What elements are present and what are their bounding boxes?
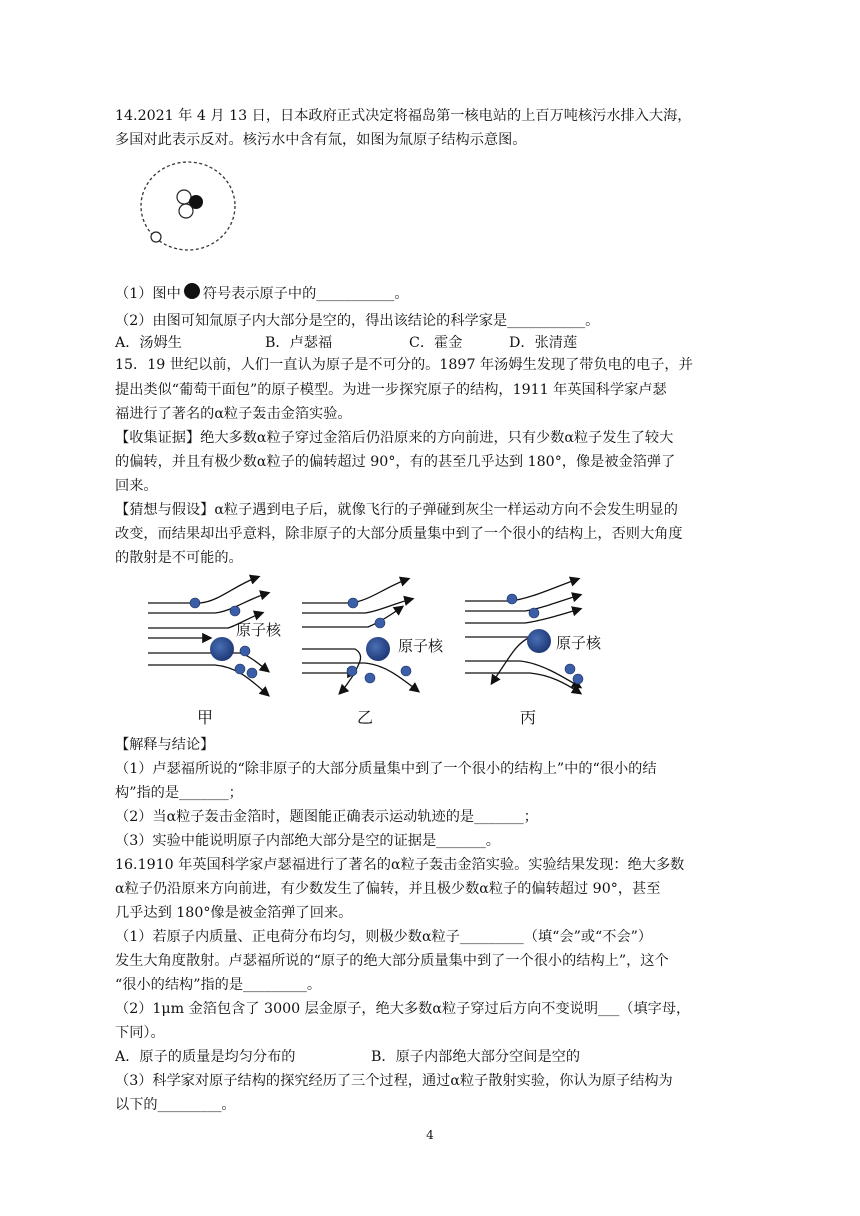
alpha-particle (235, 664, 245, 674)
alpha-path (465, 595, 580, 611)
q15-evidence-line1: 【收集证据】绝大多数α粒子穿过金箔后仍沿原来的方向前进，只有少数α粒子发生了较大 (115, 430, 674, 446)
q16-part3b: 以下的_________。 (115, 1097, 236, 1113)
q16-part1b: 发生大角度散射。卢瑟福所说的“原子的绝大部分质量集中到了一个很小的结构上”，这个 (115, 953, 669, 969)
q16-part1a: （1）若原子内质量、正电荷分布均匀，则极少数α粒子_________（填“会”或“不会”） (115, 929, 653, 945)
alpha-path (148, 577, 258, 603)
alpha-particle (240, 646, 250, 656)
alpha-particle (565, 664, 575, 674)
q14-options (115, 333, 577, 353)
q14-stem-line2: 多国对此表示反对。核污水中含有氚，如图为氚原子结构示意图。 (115, 132, 527, 148)
q16-part3a: （3）科学家对原子结构的探究经历了三个过程，通过α粒子散射实验，你认为原子结构为 (115, 1073, 673, 1089)
q16-line1: 16.1910 年英国科学家卢瑟福进行了著名的α粒子轰击金箔实验。实验结果发现：绝大多数 (115, 857, 685, 873)
figure-label-bing: 丙 (520, 708, 537, 727)
q15-conclusion-1a: （1）卢瑟福所说的“除非原子的大部分质量集中到了一个很小的结构上”中的“很小的结 (115, 761, 657, 777)
alpha-particle (375, 618, 385, 628)
black-dot-symbol (183, 282, 201, 300)
q14-option-a: A．汤姆生 (115, 335, 182, 351)
q15-hypothesis-line2: 改变，而结果却出乎意料，除非原子的大部分质量集中到了一个很小的结构上，否则大角度 (115, 526, 683, 542)
alpha-particle (347, 666, 357, 676)
neutron-circle (179, 204, 193, 218)
alpha-particle (573, 674, 583, 684)
q15-evidence-line3: 回来。 (115, 478, 158, 494)
nucleus-label-yi: 原子核 (398, 637, 444, 655)
alpha-path (302, 663, 418, 691)
q14-option-c: C．霍金 (409, 335, 463, 351)
nucleus-circle (366, 637, 390, 661)
q15-conclusion-2: （2）当α粒子轰击金箔时，题图能正确表示运动轨迹的是_______； (115, 809, 538, 825)
q16-option-b: B．原子内部绝大部分空间是空的 (371, 1049, 581, 1065)
nucleus-label-jia: 原子核 (236, 621, 282, 639)
q15-hypothesis-line1: 【猜想与假设】α粒子遇到电子后，就像飞行的子弹碰到灰尘一样运动方向不会发生明显的 (115, 502, 678, 518)
alpha-particle (365, 673, 375, 683)
q14-stem-line1: 14.2021 年 4 月 13 日，日本政府正式决定将福岛第一核电站的上百万吨核污水排入大海， (115, 108, 692, 124)
q16-part2b: 下同）。 (115, 1025, 165, 1041)
alpha-particle (230, 606, 240, 616)
q14-part2: （2）由图可知氚原子内大部分是空的，得出该结论的科学家是___________。 (115, 313, 600, 329)
q15-line2: 提出类似“葡萄干面包”的原子模型。为进一步探究原子的结构，1911 年英国科学家卢瑟 (115, 382, 667, 398)
q15-evidence-line2: 的偏转，并且有极少数α粒子的偏转超过 90°，有的甚至几乎达到 180°，像是被金箔弹了 (115, 454, 676, 470)
neutron-circle (177, 190, 191, 204)
tritium-atom-diagram (138, 160, 242, 256)
alpha-path (302, 607, 402, 627)
q16-part1c: “很小的结构”指的是_________。 (115, 977, 322, 993)
q15-hypothesis-line3: 的散射是不可能的。 (115, 550, 243, 566)
nucleus-circle (210, 637, 234, 661)
q15-line1: 15．19 世纪以前，人们一直认为原子是不可分的。1897 年汤姆生发现了带负电的电子，并 (115, 357, 693, 373)
alpha-particle (529, 608, 539, 618)
q16-line2: α粒子仍沿原来方向前进，有少数发生了偏转，并且极少数α粒子的偏转超过 90°，甚至 (115, 881, 661, 897)
figure-label-jia: 甲 (197, 708, 214, 727)
q15-line3: 福进行了著名的α粒子轰击金箔实验。 (115, 406, 352, 422)
alpha-particle (507, 594, 517, 604)
nucleus-label-bing: 原子核 (556, 634, 602, 652)
alpha-particle (247, 668, 257, 678)
alpha-path (465, 579, 578, 601)
figure-label-yi: 乙 (357, 708, 374, 727)
q15-conclusion-3: （3）实验中能说明原子内部绝大部分是空的证据是_______。 (115, 833, 500, 849)
q15-conclusion-heading: 【解释与结论】 (115, 737, 215, 753)
electron-circle (151, 232, 161, 242)
q16-line3: 几乎达到 180°像是被金箔弹了回来。 (115, 905, 353, 921)
q14-part1: （1）图中 符号表示原子中的___________。 (115, 284, 409, 304)
q16-options (115, 1047, 580, 1067)
q14-option-b: B．卢瑟福 (265, 335, 333, 351)
nucleus-circle (527, 629, 551, 653)
alpha-path (465, 673, 580, 693)
q15-conclusion-1b: 构”指的是_______； (115, 785, 243, 801)
q14-option-d: D．张清莲 (509, 335, 578, 351)
page-number: 4 (426, 1128, 434, 1142)
q16-part2a: （2）1μm 金箔包含了 3000 层金原子，绝大多数α粒子穿过后方向不变说明___（填字母， (115, 1001, 691, 1017)
alpha-particle (348, 598, 358, 608)
alpha-particle (401, 666, 411, 676)
q16-option-a: A．原子的质量是均匀分布的 (115, 1049, 296, 1065)
alpha-particle (190, 598, 200, 608)
alpha-path (465, 637, 530, 683)
